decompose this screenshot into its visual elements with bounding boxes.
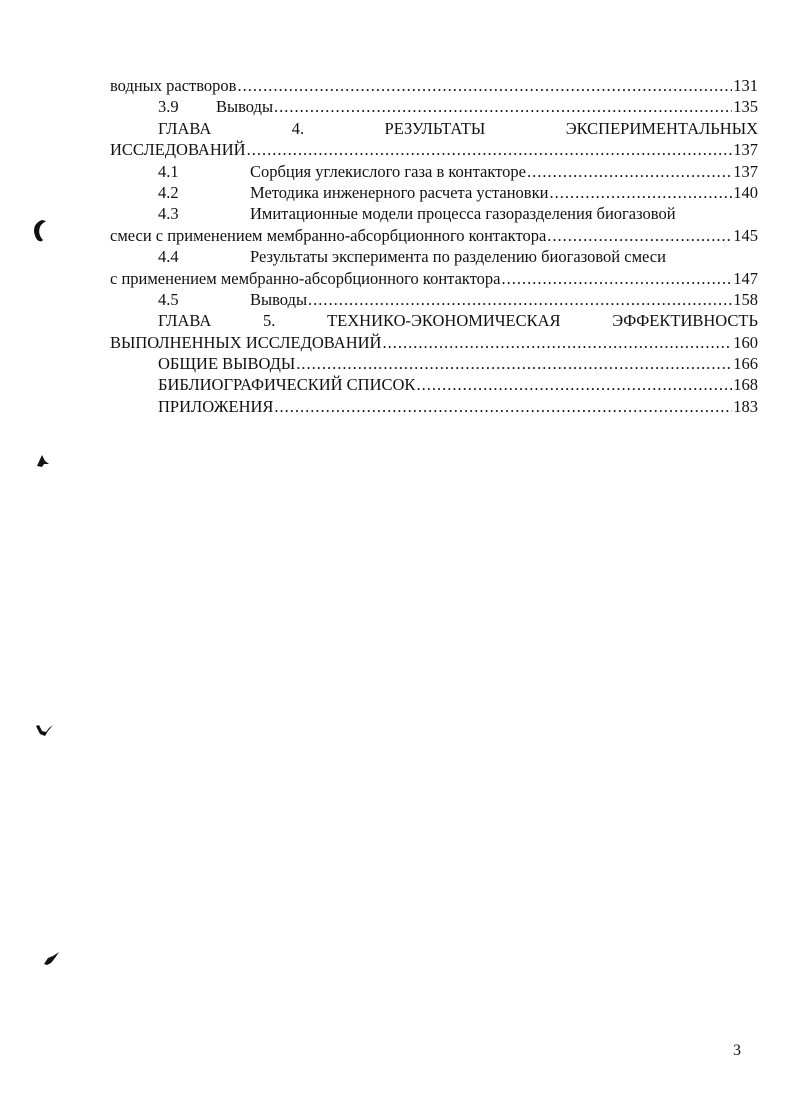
toc-leader (274, 396, 732, 417)
toc-entry-number: 3.9 (158, 97, 179, 117)
toc-entry-page: 168 (733, 375, 758, 395)
toc-entry-page: 137 (733, 140, 758, 160)
toc-entry (110, 396, 758, 417)
toc-entry-number: 4.4 (158, 247, 179, 267)
toc-entry-title: с применением мембранно-абсорбционного контактора (110, 268, 501, 288)
scan-mark-1 (28, 218, 50, 244)
page-number: 3 (733, 1042, 741, 1059)
toc-entry-title: БИБЛИОГРАФИЧЕСКИЙ СПИСОК (158, 375, 416, 395)
toc-entry (110, 289, 758, 310)
toc-leader (547, 225, 732, 246)
scan-mark-4 (42, 950, 62, 968)
toc-entry-page: 145 (733, 225, 758, 245)
toc-entry-page: 147 (733, 268, 758, 288)
toc-entry-page: 160 (733, 332, 758, 352)
toc-entry (110, 96, 758, 117)
toc-leader (308, 289, 732, 310)
toc-chapter-heading (110, 310, 758, 331)
toc-entry-title: ОБЩИЕ ВЫВОДЫ (158, 354, 296, 374)
toc-entry (110, 225, 758, 246)
toc-entry-title: ПРИЛОЖЕНИЯ (158, 396, 274, 416)
toc-leader (247, 139, 733, 160)
toc-entry-number: 4.1 (158, 161, 179, 181)
toc-entry-page: 131 (733, 76, 758, 95)
toc-entry (110, 203, 758, 224)
toc-entry (110, 353, 758, 374)
toc-entry (110, 246, 758, 267)
toc-entry-title: Методика инженерного расчета установки (250, 182, 549, 202)
toc-entry (110, 332, 758, 353)
toc-entry-page: 166 (733, 354, 758, 374)
toc-entry-page: 158 (733, 289, 758, 309)
toc-leader (274, 96, 732, 117)
toc-leader (416, 374, 732, 395)
toc-entry-number: 4.3 (158, 204, 179, 224)
toc-entry-title: ГЛАВА 4. РЕЗУЛЬТАТЫ ЭКСПЕРИМЕНТАЛЬНЫХ (158, 118, 758, 138)
scan-mark-3 (34, 722, 56, 740)
table-of-contents (110, 75, 758, 417)
toc-leader (296, 353, 732, 374)
toc-entry-title: водных растворов (110, 76, 237, 95)
toc-entry-page: 137 (733, 161, 758, 181)
toc-entry (110, 161, 758, 182)
toc-entry-number: 4.2 (158, 182, 179, 202)
toc-entry-page: 183 (733, 396, 758, 416)
toc-entry-page: 135 (733, 97, 758, 117)
toc-entry-title: Выводы (216, 97, 274, 117)
toc-entry (110, 374, 758, 395)
toc-leader (527, 161, 732, 182)
toc-entry-title: ВЫПОЛНЕННЫХ ИССЛЕДОВАНИЙ (110, 332, 382, 352)
toc-entry (110, 75, 758, 96)
toc-entry (110, 268, 758, 289)
toc-entry-title: ИССЛЕДОВАНИЙ (110, 140, 246, 160)
toc-leader (237, 75, 732, 96)
toc-entry-title: Результаты эксперимента по разделению биогазовой смеси (250, 247, 666, 267)
toc-entry-title: Выводы (250, 289, 308, 309)
toc-leader (502, 268, 733, 289)
toc-leader (549, 182, 732, 203)
toc-entry (110, 182, 758, 203)
toc-entry-title: смеси с применением мембранно-абсорбционного контактора (110, 225, 547, 245)
toc-leader (382, 332, 732, 353)
toc-entry-number: 4.5 (158, 289, 179, 309)
toc-entry-title: Сорбция углекислого газа в контакторе (250, 161, 526, 181)
scan-mark-2 (34, 452, 52, 470)
toc-entry-title: ГЛАВА 5. ТЕХНИКО-ЭКОНОМИЧЕСКАЯ ЭФФЕКТИВНОСТЬ (158, 311, 758, 331)
toc-entry-title: Имитационные модели процесса газоразделения биогазовой (250, 204, 676, 224)
toc-chapter-heading (110, 118, 758, 139)
toc-entry-page: 140 (733, 182, 758, 202)
toc-entry (110, 139, 758, 160)
